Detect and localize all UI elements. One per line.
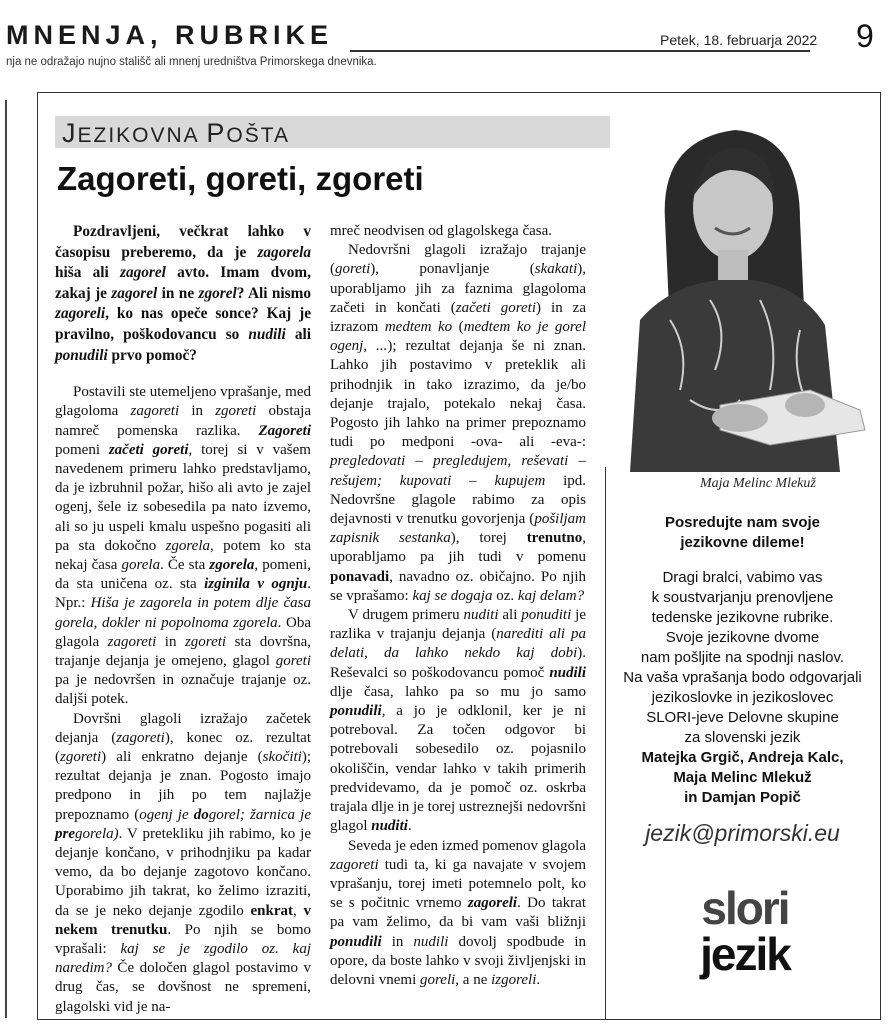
- article-paragraph: Dovršni glagoli izražajo začetek dejanja (zagoreti), konec oz. rezultat (zgoreti) ali enkratno dejanje (skočiti); rezultat dejanja je znan. Pogosto imajo predpono in jih po tem najlažje prepoznamo (ogenj je dogorel; žarnica je pregorela). V pretekliku jih rabimo, ko je dejanje končano, v prihodnjiku pa kadar vemo, da bo dejanje zagotovo končano. Uporabimo jih takrat, ko želimo izraziti, da se je neko dejanje zgodilo enkrat, v nekem trenutku. Po njih se bomo vprašali: kaj se je zgodilo oz. kaj naredim? Če določen glagol postavimo v drug čas, se dovšnost ne spremeni, glagolski vid je na-: [55, 710, 312, 1015]
- previous-column-edge: [0, 100, 7, 1018]
- article-column-2: [330, 222, 586, 990]
- svg-text:slori: slori: [701, 882, 789, 934]
- article-headline: Zagoreti, goreti, zgoreti: [57, 160, 424, 197]
- article-paragraph: Nedovršni glagoli izražajo trajanje (goreti), ponavljanje (skakati), uporabljamo jih za faznima glagoloma začeti in končati (začeti goreti) in za izrazom medtem ko (medtem ko je gorel ogenj, ...); rezultat dejanja še ni znan. Lahko jih postavimo v preteklik ali prihodnjik in tako izrazimo, da je/bo dejanje trajalo, potekalo nekaj časa. Pogosto jih lahko na primer prepoznamo tudi po medponi -ova- ali -eva-: pregledovati – pregledujem, reševati – rešujem; kupovati – kupujem ipd. Nedovršne glagole rabimo za opis dejavnosti v trenutku govorjenja (pošiljam zapisnik sestanka), torej trenutno, uporabljamo pa jih tudi v pomenu ponavadi, navadno oz. običajno. Po njih se vprašamo: kaj se dogaja oz. kaj delam?: [330, 242, 586, 604]
- svg-text:jezik: jezik: [700, 928, 790, 980]
- slori-jezik-logo: [665, 880, 825, 980]
- header-disclaimer: nja ne odražajo nujno stališč ali mnenj uredništva Primorskega dnevnika.: [6, 56, 377, 68]
- contact-email[interactable]: jezik@primorski.eu: [645, 820, 840, 846]
- section-title: MNENJA, RUBRIKE: [6, 20, 334, 50]
- author-photo: [610, 100, 880, 472]
- page-number: 9: [856, 18, 874, 54]
- rubric-title: JEZIKOVNA POŠTA: [62, 118, 291, 148]
- photo-caption: Maja Melinc Mlekuž: [700, 476, 816, 491]
- article-paragraph: Seveda je eden izmed pomenov glagola zagoreti tudi ta, ki ga navajate v svojem vprašanju, torej imeti potemnelo polt, ko se s počitnic vrnemo zagoreli. Do takrat pa vam želimo, da bi vam vaši bližnji ponudili in nudili dovolj spodbude in opore, da boste lahko v svoji življenjski in delovni vnemi goreli, a ne izgoreli.: [330, 837, 586, 988]
- sidebar-authors: Matejka Grgič, Andreja Kalc, Maja Melinc Mlekuž in Damjan Popič: [641, 749, 844, 806]
- header-rule: [350, 50, 810, 52]
- article-column-1: [55, 222, 311, 1017]
- issue-date: Petek, 18. februarja 2022: [660, 32, 818, 48]
- article-paragraph: V drugem primeru nuditi ali ponuditi je razlika v trajanju dejanja (narediti ali pa delati, da lahko nekdo kaj dobi). Reševalci so poškodovancu pomoč nudili dlje časa, lahko pa so mu jo samo ponudili, a jo je odklonil, ker je ni potreboval. Za točen odgovor bi potrebovali sobesedilo oz. pojasnilo okoliščin, vendar lahko v takih primerih predvidevamo, da je pomoč oz. oskrba trajala dlje in je torej ustreznejši nedovršni glagol nuditi.: [330, 607, 587, 835]
- sidebar-body: Dragi bralci, vabimo vas k soustvarjanju prenovljene tedenske jezikovne rubrike. Svoje jezikovne dvome nam pošljite na spodnji naslov. Na vaša vprašanja bodo odgovarjali jezikoslovke in jezikoslovec SLORI-jeve Delovne skupine za slovenski jezik Matejka Grgič, Andreja Kalc, Maja Melinc Mlekuž in Damjan Popič: [610, 568, 875, 808]
- article-paragraph: Postavili ste utemeljeno vprašanje, med glagoloma zagoreti in zgoreti obstaja namreč pomenska razlika. Zagoreti pomeni začeti goreti, torej si v vašem navedenem primeru lahko predstavljamo, da je izbruhnil požar, hišo ali avto je zajel ogenj, šele iz sobesedila pa nato izvemo, ali so ju uspeli kmalu uspešno pogasiti ali pa sta dokočno zgorela, potem ko sta nekaj časa gorela. Če sta zgorela, pomeni, da sta uničena oz. sta izginila v ognju. Npr.: Hiša je zagorela in potem dlje časa gorela, dokler ni popolnoma zgorela. Oba glagola zagoreti in zgoreti sta dovršna, trajanje dejanja je omejeno, glagol goreti pa je nedovršen in označuje trajanje oz. daljši potek.: [55, 384, 312, 708]
- reader-question: Pozdravljeni, večkrat lahko v časopisu preberemo, da je zagorela hiša ali zagorel avto. Imam dvom, zakaj je zagorel in ne zgorel? Ali nismo zagoreli, ko nas opeče sonce? Kaj je pravilno, poškodovancu so nudili ali ponudili prvo pomoč?: [55, 223, 311, 364]
- article-paragraph: mreč neodvisen od glagolskega časa.: [330, 223, 553, 239]
- sidebar-title: Posredujte nam svoje jezikovne dileme!: [664, 514, 821, 551]
